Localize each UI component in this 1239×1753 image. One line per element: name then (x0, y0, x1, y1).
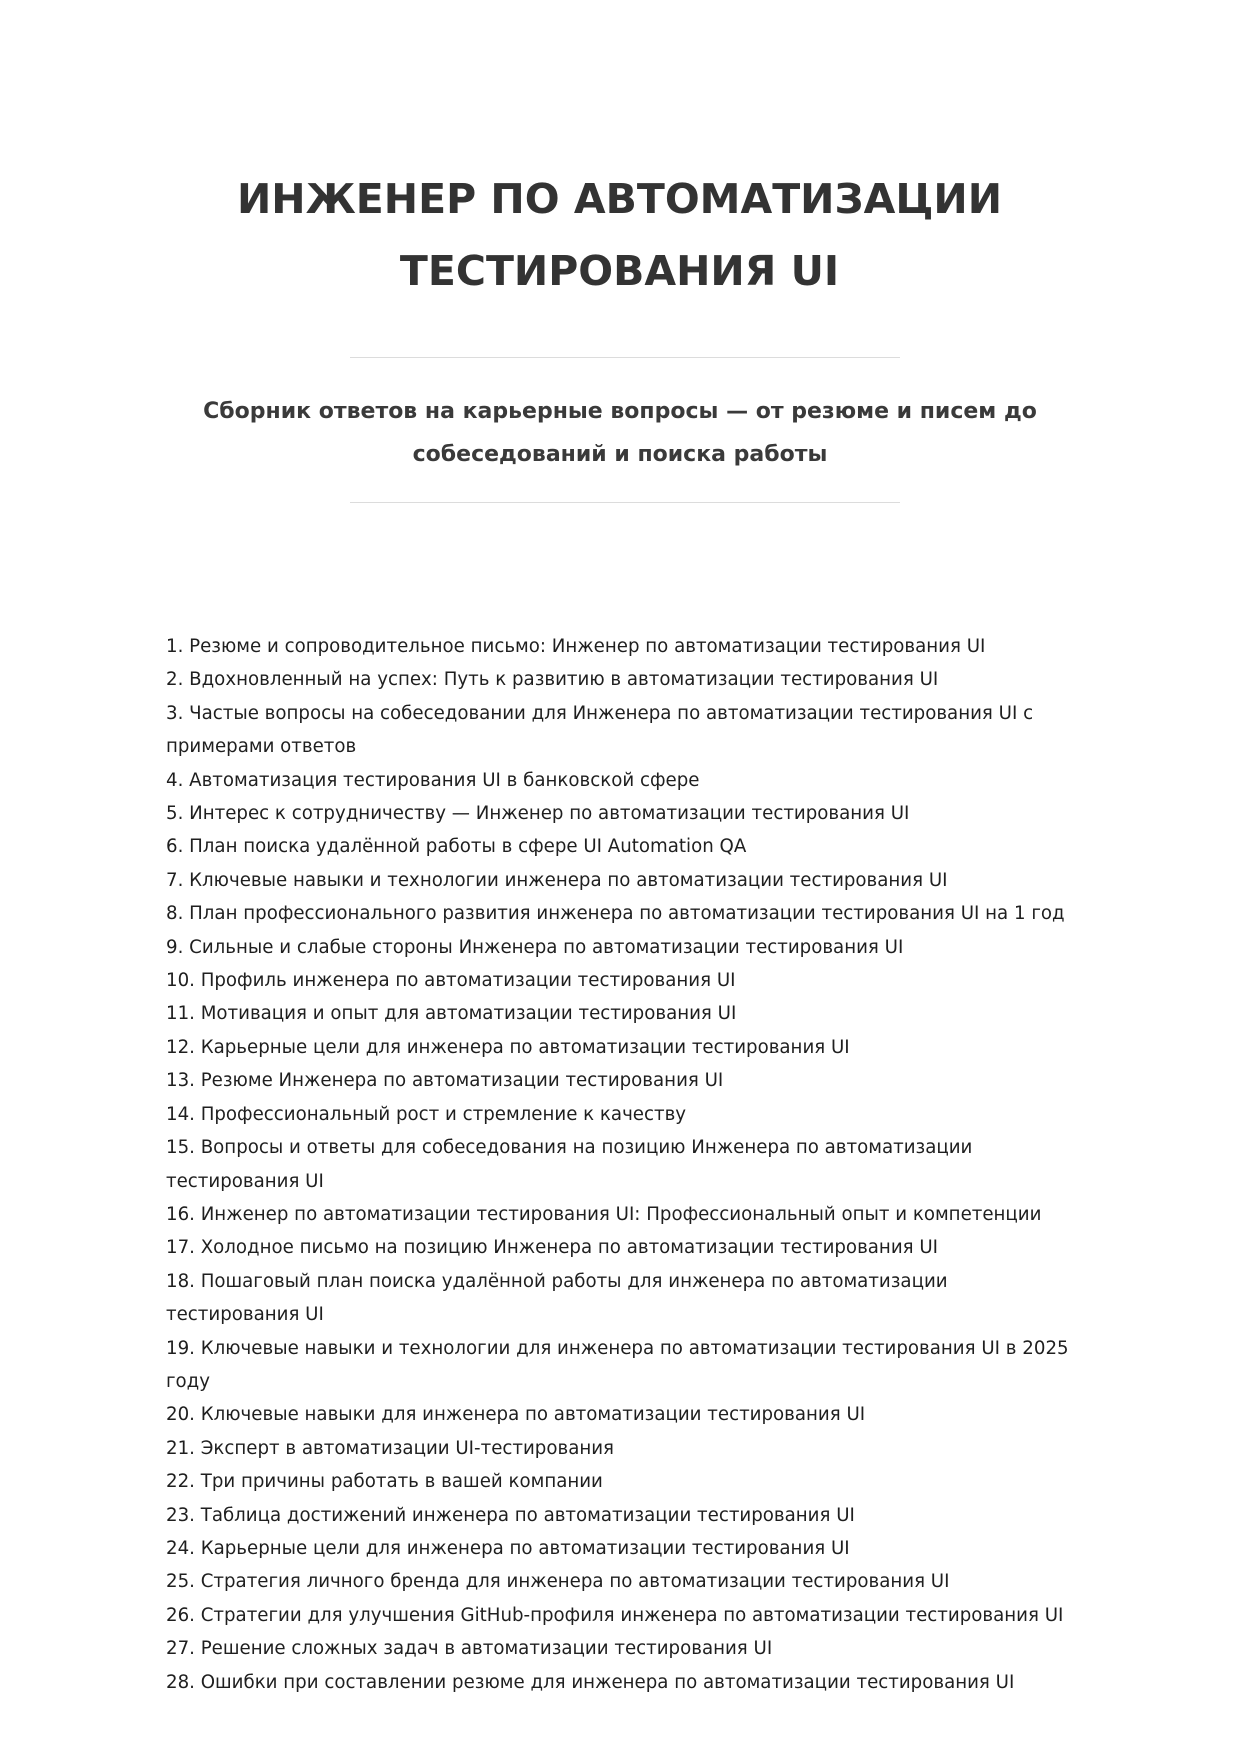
toc-item: 5. Интерес к сотрудничеству — Инженер по автоматизации тестирования UI (166, 803, 910, 825)
toc-item: 27. Решение сложных задач в автоматизации тестирования UI (166, 1638, 773, 1660)
toc-item: 4. Автоматизация тестирования UI в банковской сфере (166, 769, 700, 791)
toc-item: 9. Сильные и слабые стороны Инженера по автоматизации тестирования UI (166, 936, 904, 958)
toc-item: 13. Резюме Инженера по автоматизации тестирования UI (166, 1070, 724, 1092)
toc-item: 7. Ключевые навыки и технологии инженера по автоматизации тестирования UI (166, 869, 948, 891)
toc-item: 18. Пошаговый план поиска удалённой работы для инженера по автоматизации тестирования UI (166, 1270, 948, 1326)
page-subtitle-line-1: Сборник ответов на карьерные вопросы — от резюме и писем до (203, 399, 1037, 424)
page-subtitle (170, 390, 1070, 476)
toc-item: 19. Ключевые навыки и технологии для инженера по автоматизации тестирования UI в 2025 году (166, 1337, 1069, 1392)
toc-item: 21. Эксперт в автоматизации UI-тестирования (166, 1437, 615, 1459)
toc-item: 6. План поиска удалённой работы в сфере UI Automation QA (166, 836, 747, 858)
toc-item: 2. Вдохновленный на успех: Путь к развитию в автоматизации тестирования UI (166, 669, 939, 691)
toc-item: 15. Вопросы и ответы для собеседования на позицию Инженера по автоматизации тестирования UI (166, 1137, 973, 1192)
toc-item: 12. Карьерные цели для инженера по автоматизации тестирования UI (166, 1036, 850, 1058)
page-title-line-1: ИНЖЕНЕР ПО АВТОМАТИЗАЦИИ (236, 175, 1003, 223)
toc-item: 1. Резюме и сопроводительное письмо: Инженер по автоматизации тестирования UI (166, 636, 986, 657)
toc-item: 25. Стратегия личного бренда для инженера по автоматизации тестирования UI (166, 1571, 950, 1593)
toc-item: 28. Ошибки при составлении резюме для инженера по автоматизации тестирования UI (166, 1671, 1015, 1693)
toc-item: 16. Инженер по автоматизации тестирования UI: Профессиональный опыт и компетенции (166, 1203, 1042, 1225)
toc-item: 22. Три причины работать в вашей компании (166, 1471, 603, 1493)
toc-item: 24. Карьерные цели для инженера по автоматизации тестирования UI (166, 1537, 850, 1559)
toc-item: 14. Профессиональный рост и стремление к качеству (166, 1103, 687, 1125)
divider-bottom (350, 502, 900, 503)
toc-item: 3. Частые вопросы на собеседовании для Инженера по автоматизации тестирования UI с примерами ответов (166, 702, 1034, 758)
toc-item: 8. План профессионального развития инженера по автоматизации тестирования UI на 1 год (166, 903, 1065, 925)
page-subtitle-line-2: собеседований и поиска работы (412, 442, 828, 467)
toc-item: 10. Профиль инженера по автоматизации тестирования UI (166, 970, 736, 992)
toc-item: 26. Стратегии для улучшения GitHub-профиля инженера по автоматизации тестирования UI (166, 1604, 1064, 1626)
page-title-line-2: ТЕСТИРОВАНИЯ UI (399, 247, 840, 295)
toc-item: 23. Таблица достижений инженера по автоматизации тестирования UI (166, 1504, 855, 1526)
toc-item: 20. Ключевые навыки для инженера по автоматизации тестирования UI (166, 1404, 866, 1426)
divider-top (350, 357, 900, 358)
table-of-contents (166, 630, 1086, 1699)
toc-item: 17. Холодное письмо на позицию Инженера по автоматизации тестирования UI (166, 1237, 939, 1259)
page-title (0, 163, 1239, 307)
toc-item: 11. Мотивация и опыт для автоматизации тестирования UI (166, 1003, 737, 1025)
